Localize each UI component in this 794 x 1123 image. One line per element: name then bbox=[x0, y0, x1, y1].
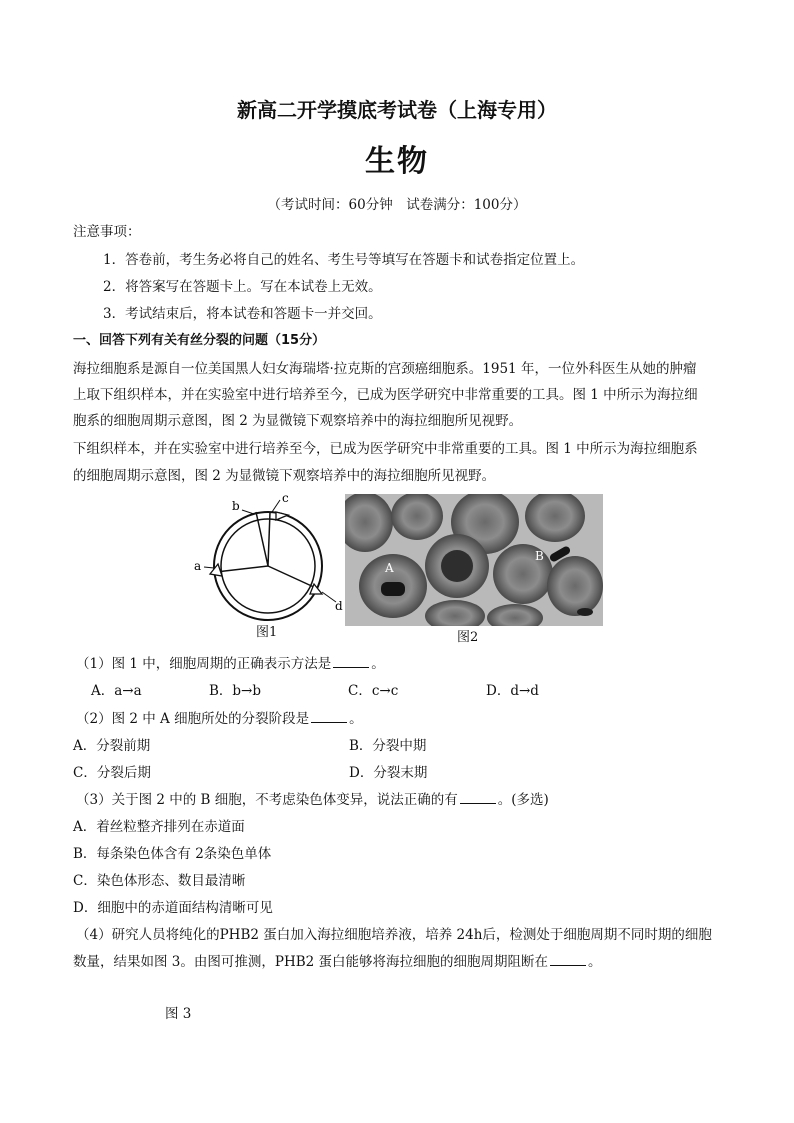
question-4-line-2-end: 。 bbox=[588, 954, 602, 970]
question-2-stem-end: 。 bbox=[349, 711, 363, 727]
figure1-label-b: b bbox=[232, 499, 240, 513]
answer-blank bbox=[311, 708, 347, 723]
question-4-line-1: （4）研究人员将纯化的PHB2 蛋白加入海拉细胞培养液，培养 24h后，检测处于细胞周期不同时期的细胞 bbox=[76, 927, 712, 943]
question-1-option-a: A．a→a bbox=[91, 683, 142, 699]
question-3-stem-text: （3）关于图 2 中的 B 细胞，不考虑染色体变异，说法正确的有 bbox=[76, 792, 458, 808]
notice-heading: 注意事项： bbox=[73, 224, 141, 240]
intro-line: 胞系的细胞周期示意图，图 2 为显微镜下观察培养中的海拉细胞所见视野。 bbox=[73, 413, 523, 429]
subject-title: 生物 bbox=[365, 144, 429, 179]
notice-item: 2．将答案写在答题卡上。写在本试卷上无效。 bbox=[103, 279, 382, 295]
question-3-stem-end: 。(多选) bbox=[497, 792, 549, 808]
question-4-line-2 bbox=[73, 950, 602, 970]
notice-item: 3．考试结束后，将本试卷和答题卡一并交回。 bbox=[103, 306, 382, 322]
question-2-stem-text: （2）图 2 中 A 细胞所处的分裂阶段是 bbox=[76, 711, 310, 727]
question-2-option-b: B．分裂中期 bbox=[349, 738, 427, 754]
question-1-option-c: C．c→c bbox=[348, 683, 399, 699]
question-1-stem-end: 。 bbox=[371, 656, 385, 672]
figure2-label-A: A bbox=[385, 561, 394, 575]
question-1-option-b: B．b→b bbox=[209, 683, 262, 699]
question-4-line-2-text: 数量，结果如图 3。由图可推测，PHB2 蛋白能够将海拉细胞的细胞周期阻断在 bbox=[73, 954, 549, 970]
figure2-label-B: B bbox=[535, 549, 544, 563]
intro-line: 的细胞周期示意图，图 2 为显微镜下观察培养中的海拉细胞所见视野。 bbox=[73, 468, 496, 484]
question-1-stem bbox=[76, 652, 385, 672]
question-2-option-c: C．分裂后期 bbox=[73, 765, 151, 781]
question-3-stem bbox=[76, 788, 549, 808]
section-heading: 一、回答下列有关有丝分裂的问题（15分） bbox=[73, 333, 326, 348]
exam-info: （考试时间：60分钟 试卷满分：100分） bbox=[267, 197, 527, 213]
intro-line: 海拉细胞系是源自一位美国黑人妇女海瑞塔·拉克斯的宫颈癌细胞系。1951 年，一位外科医生从她的肿瘤 bbox=[73, 361, 697, 377]
figure1-label-c: c bbox=[282, 492, 289, 505]
exam-title: 新高二开学摸底考试卷（上海专用） bbox=[237, 98, 557, 122]
question-2-option-d: D．分裂末期 bbox=[349, 765, 428, 781]
question-1-option-d: D．d→d bbox=[486, 683, 539, 699]
answer-blank bbox=[550, 951, 586, 966]
question-3-option-c: C．染色体形态、数目最清晰 bbox=[73, 873, 246, 889]
intro-line: 下组织样本，并在实验室中进行培养至今，已成为医学研究中非常重要的工具。图 1 中所示为海拉细胞系 bbox=[73, 441, 698, 457]
notice-item: 1．答卷前，考生务必将自己的姓名、考生号等填写在答题卡和试卷指定位置上。 bbox=[103, 252, 585, 268]
figure3-caption: 图 3 bbox=[165, 1006, 192, 1022]
answer-blank bbox=[333, 653, 369, 668]
question-2-option-a: A．分裂前期 bbox=[73, 738, 151, 754]
figure1-label-d: d bbox=[335, 599, 343, 613]
question-3-option-a: A．着丝粒整齐排列在赤道面 bbox=[73, 819, 245, 835]
figure1-caption: 图1 bbox=[256, 625, 278, 640]
question-2-stem bbox=[76, 707, 363, 727]
question-3-option-b: B．每条染色体含有 2条染色单体 bbox=[73, 846, 272, 862]
figure1-label-a: a bbox=[194, 559, 202, 573]
figure2-caption: 图2 bbox=[457, 630, 479, 645]
figure2-micrograph bbox=[345, 494, 603, 626]
figure1-cell-cycle-diagram bbox=[190, 492, 350, 632]
intro-line: 上取下组织样本，并在实验室中进行培养至今，已成为医学研究中非常重要的工具。图 1 中所示为海拉细 bbox=[73, 387, 698, 403]
question-1-stem-text: （1）图 1 中，细胞周期的正确表示方法是 bbox=[76, 656, 332, 672]
question-3-option-d: D．细胞中的赤道面结构清晰可见 bbox=[73, 900, 273, 916]
answer-blank bbox=[460, 789, 496, 804]
